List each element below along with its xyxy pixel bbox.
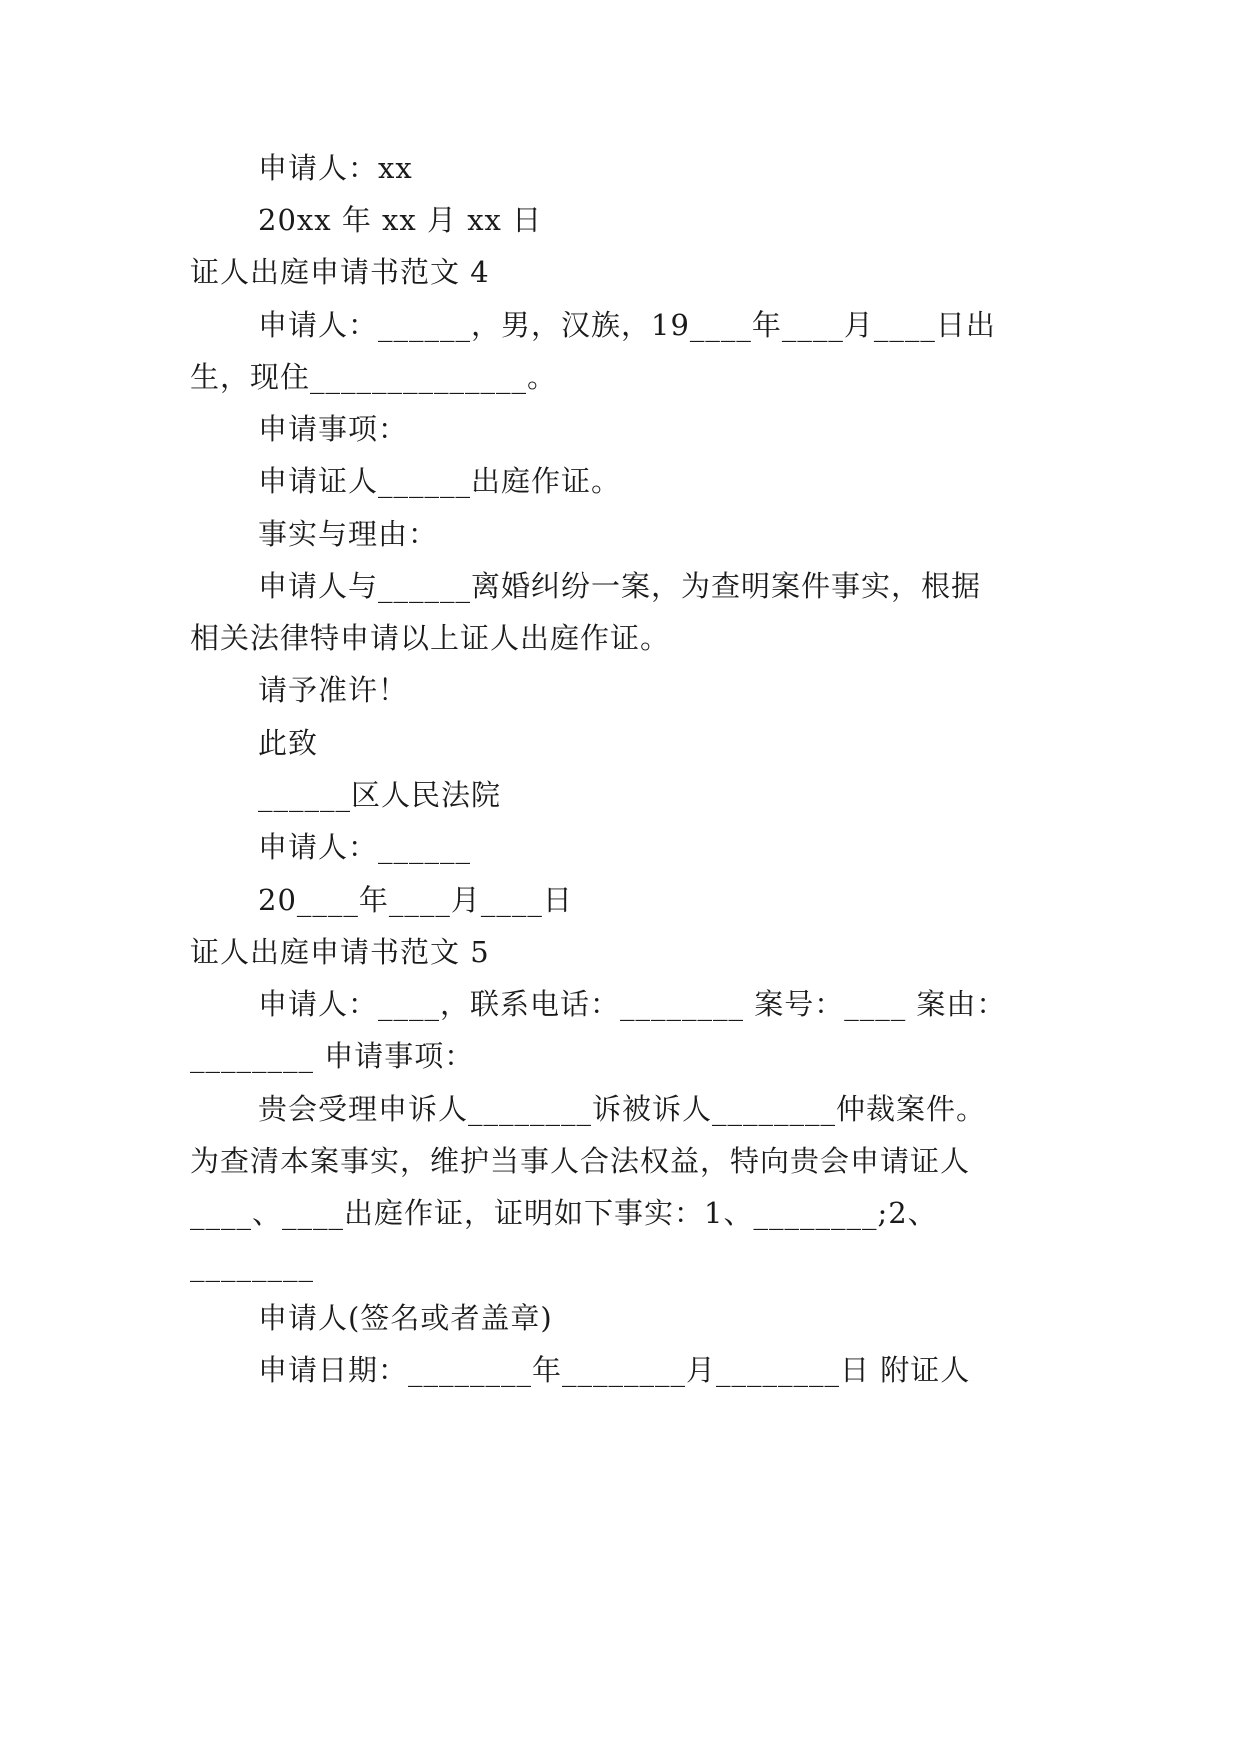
text-line: 请予准许！ bbox=[258, 673, 409, 707]
text-line: ____、____出庭作证，证明如下事实：1、________;2、 bbox=[190, 1196, 938, 1230]
text-line: 为查清本案事实，维护当事人合法权益，特向贵会申请证人 bbox=[190, 1144, 971, 1178]
text-line: 申请人：xx bbox=[258, 151, 413, 185]
section-heading: 证人出庭申请书范文 4 bbox=[190, 255, 490, 289]
text-line: 相关法律特申请以上证人出庭作证。 bbox=[190, 621, 671, 655]
text-line: ______区人民法院 bbox=[258, 778, 502, 812]
text-line: 申请事项： bbox=[258, 412, 409, 446]
text-line: 生，现住______________。 bbox=[190, 360, 558, 394]
text-line: 贵会受理申诉人________诉被诉人________仲裁案件。 bbox=[258, 1092, 987, 1126]
text-line: ________ 申请事项： bbox=[190, 1039, 475, 1073]
text-line: 申请证人______出庭作证。 bbox=[258, 464, 622, 498]
text-line: 申请人：______，男，汉族，19____年____月____日出 bbox=[258, 308, 996, 342]
text-line: ________ bbox=[190, 1248, 314, 1282]
text-line: 20xx 年 xx 月 xx 日 bbox=[258, 203, 543, 237]
text-line: 申请人：____，联系电话：________ 案号：____ 案由： bbox=[258, 987, 1007, 1021]
text-line: 此致 bbox=[258, 726, 319, 760]
text-line: 20____年____月____日 bbox=[258, 883, 573, 917]
text-line: 申请人与______离婚纠纷一案，为查明案件事实，根据 bbox=[258, 569, 982, 603]
text-line: 事实与理由： bbox=[258, 517, 439, 551]
text-line: 申请日期：________年________月________日 附证人 bbox=[258, 1353, 971, 1387]
text-line: 申请人：______ bbox=[258, 830, 472, 864]
text-line: 申请人(签名或者盖章) bbox=[258, 1301, 553, 1335]
section-heading: 证人出庭申请书范文 5 bbox=[190, 935, 490, 969]
